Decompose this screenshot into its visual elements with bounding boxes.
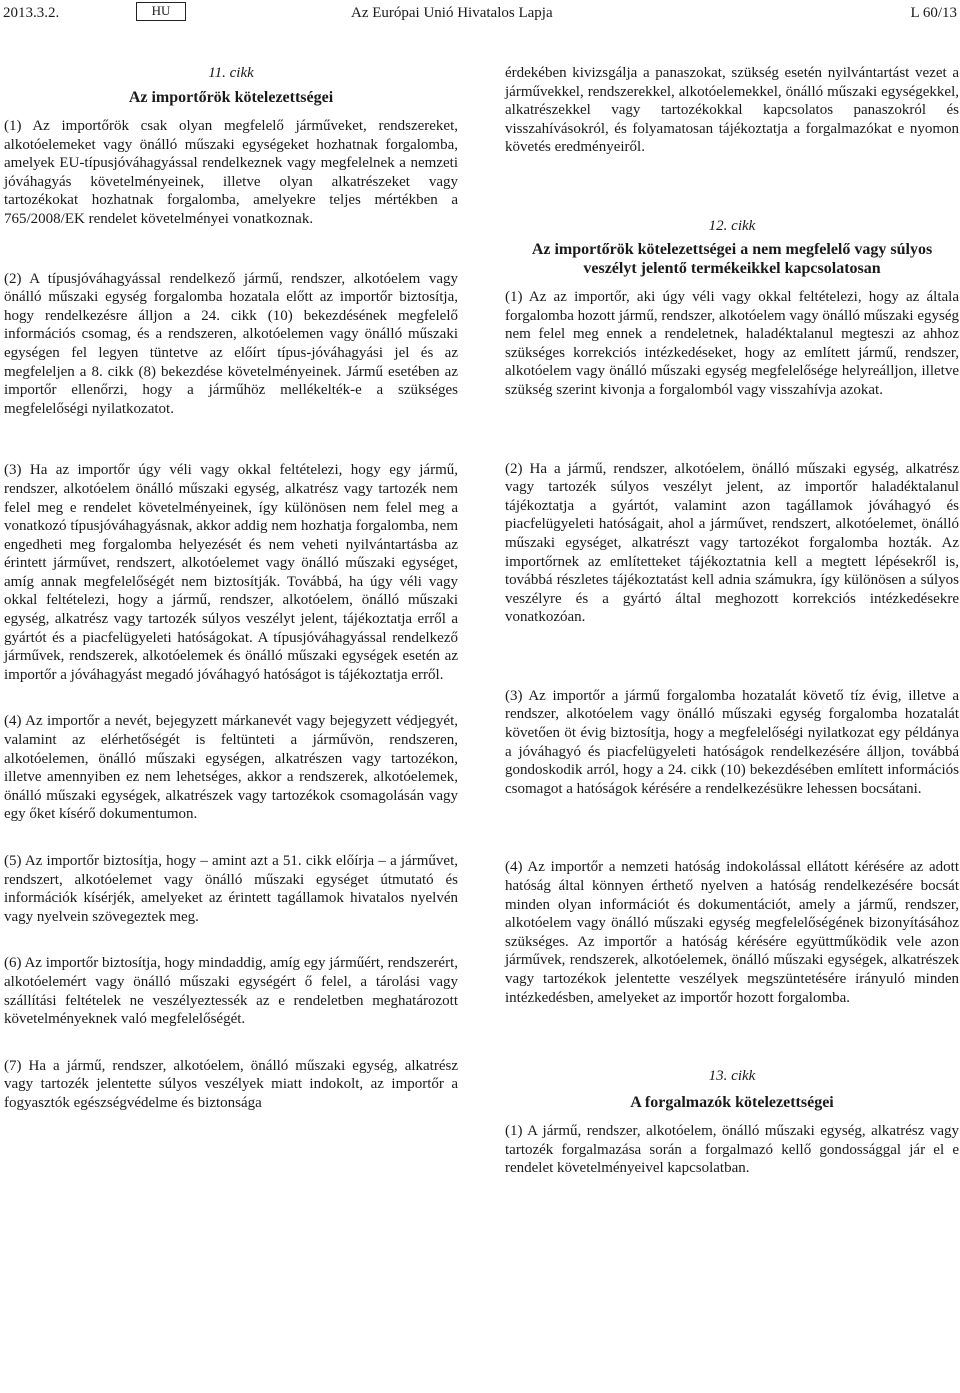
page-header <box>0 0 960 30</box>
article-12-paragraph-3: (3) Az importőr a jármű forgalomba hozatalát követő tíz évig, illetve a rendszer, alkotóelem vagy önálló műszaki egység forgalomba hozatalát követően öt évig biztosítja, hogy a megfelelőségi nyilatkozat egy példánya a jóváhagyó és piacfelügyeleti hatóságok rendelkezésére álljon, továbbá gondoskodik arról, hogy a 24. cikk (10) bekezdésében említett információs csomagot a hatóságok kérésére a rendelkezésükre lehessen bocsátani. <box>505 687 959 797</box>
article-13-paragraph-1: (1) A jármű, rendszer, alkotóelem, önálló műszaki egység, alkatrész vagy tartozék forgalmazása során a forgalmazó kellő gondossággal jár el e rendelet követelményeivel kapcsolatban. <box>505 1123 959 1177</box>
article-11-paragraph-4: (4) Az importőr a nevét, bejegyzett márkanevét vagy bejegyzett védjegyét, valamint az elérhetőségét is feltünteti a járművön, rendszeren, alkotóelemen, önálló műszaki egységen, alkatrészen vagy tartozékon, illetve amennyiben ez nem lehetséges, akkor a rendszerek, alkotóelemek, önálló műszaki egységek, alkatrészek vagy tartozékok csomagolásán vagy egy őket kísérő dokumentumon. <box>4 713 458 823</box>
article-12-title: Az importőrök kötelezettségei a nem megfelelő vagy súlyos veszélyt jelentő termékeikkel kapcsolatosan <box>531 240 933 277</box>
article-12-number: 12. cikk <box>708 217 756 234</box>
article-11-paragraph-2: (2) A típusjóváhagyással rendelkező jármű, rendszer, alkotóelem vagy önálló műszaki egység forgalomba hozatala előtt az importőr biztosítja, hogy rendelkezésre álljon a 24. cikk (10) bekezdésének megfelelő információs csomag, és a rendszeren, alkotóelemen vagy önálló műszaki egységen fel legyen tüntetve az előírt típus-jóváhagyási jel és az megfeleljen a 8. cikk (8) bekezdése követelményeinek. Jármű esetében az importőr ellenőrzi, hogy a járműhöz mellékelték-e a szükséges megfelelőségi nyilatkozatot. <box>4 270 458 417</box>
left-column <box>4 64 458 1113</box>
publication-date: 2013.3.2. <box>3 5 60 21</box>
language-badge: HU <box>136 2 186 21</box>
article-11-paragraph-6: (6) Az importőr biztosítja, hogy mindaddig, amíg egy járműért, rendszerért, alkotóelemért vagy önálló műszaki egységért ő felel, a tárolási vagy szállítási feltételek ne veszélyeztessék az e rendeletben meghatározott követelményeknek való megfelelőségét. <box>4 955 458 1028</box>
article-12-paragraph-1: (1) Az az importőr, aki úgy véli vagy okkal feltételezi, hogy az általa forgalomba hozott jármű, rendszer, alkotóelem vagy önálló műszaki egység nem felel meg ennek a rendeletnek, haladéktalanul megteszi az ahhoz szükséges korrekciós intézkedéseket, hogy az említett jármű, rendszer, alkotóelem vagy önálló műszaki egység megfelelősége helyreálljon, illetve szükség szerint kivonja a forgalomból vagy visszahívja azokat. <box>505 288 959 398</box>
article-13-number: 13. cikk <box>708 1068 756 1085</box>
article-12-paragraph-2: (2) Ha a jármű, rendszer, alkotóelem, önálló műszaki egység, alkatrész vagy tartozék súlyos veszélyt jelent, az importőr haladéktalanul tájékoztatja a gyártót, valamint azon tagállamok jóváhagyó és piacfelügyeleti hatóságait, ahol a járművet, rendszert, alkotóelemet, önálló műszaki egységet, alkatrészt vagy tartozékot forgalomba hozták. Az importőrnek az említetteket tájékoztatnia kell a megtett lépésekről is, továbbá részletes tájékoztatást kell adnia számukra, így különösen a súlyos veszélyre és a gyártó által meghozott korrekciós intézkedésekre vonatkozóan. <box>505 460 959 626</box>
article-12-paragraph-4: (4) Az importőr a nemzeti hatóság indokolással ellátott kérésére az adott hatóság által könnyen érthető nyelven a hatóság rendelkezésére bocsát minden olyan információt és dokumentációt, amely a jármű, rendszer, alkotóelem vagy önálló műszaki egység megfelelőségének bizonyításához szükséges. Az importőr a hatóság kérésére együttműködik vele azon járművek, rendszerek, alkotóelemek, önálló műszaki egységek, alkatrészek vagy tartozékok jelentette veszélyek megszüntetésére irányuló minden intézkedésben, amelyeket az importőr hozott forgalomba. <box>505 859 959 1006</box>
page-reference: L 60/13 <box>910 5 957 21</box>
article-11-number: 11. cikk <box>208 65 254 81</box>
article-11-paragraph-7-continued: érdekében kivizsgálja a panaszokat, szükség esetén nyilvántartást vezet a járművekkel, rendszerekkel, alkotóelemekkel, önálló műszaki egységekkel, alkatrészekkel vagy tartozékokkal kapcsolatos panaszokról és visszahívásokról, és folyamatosan tájékoztatja a forgalmazókat e nyomon követés eredményeiről. <box>505 65 959 156</box>
right-column <box>505 64 959 1178</box>
article-11-paragraph-5: (5) Az importőr biztosítja, hogy – amint azt a 51. cikk előírja – a járművet, rendszert, alkotóelemet vagy önálló műszaki egységet útmutató és információk kísérjék, amelyeket az érintett tagállamok hivatalos nyelvén vagy nyelvein szövegeztek meg. <box>4 853 458 925</box>
article-11-paragraph-1: (1) Az importőrök csak olyan megfelelő járműveket, rendszereket, alkotóelemeket vagy önálló műszaki egységeket hozhatnak forgalomba, amelyek EU-típusjóváhagyással rendelkeznek vagy megfelelnek a nemzeti jóváhagyás követelményeinek, illetve olyan alkatrészeket vagy tartozékokat hozhatnak forgalomba, amelyekre teljes mértékben a 765/2008/EK rendelet követelményei vonatkoznak. <box>4 118 458 227</box>
article-11-paragraph-7: (7) Ha a jármű, rendszer, alkotóelem, önálló műszaki egység, alkatrész vagy tartozék jelentette súlyos veszélyek miatt indokolt, az importőr a fogyasztók egészségvédelme és biztonsága <box>4 1057 458 1111</box>
article-13-title: A forgalmazók kötelezettségei <box>630 1094 834 1112</box>
article-11-title: Az importőrök kötelezettségei <box>128 89 334 106</box>
article-11-paragraph-3: (3) Ha az importőr úgy véli vagy okkal feltételezi, hogy egy jármű, rendszer, alkotóelem önálló műszaki egység, alkatrész vagy tartozék nem felel meg e rendelet követelményeinek, így különösen nem felel meg a vonatkozó típusjóváhagyásnak, akkor addig nem hozhatja forgalomba, nem engedheti meg forgalomba helyezését és nem veheti nyilvántartásba az érintett járművet, rendszert, alkotóelemet vagy önálló műszaki egységet, amíg annak megfelelőségét nem biztosítják. Továbbá, ha úgy véli vagy okkal feltételezi, hogy a jármű, rendszer, alkotóelem, önálló műszaki egység, alkatrész vagy tartozék súlyos veszélyt jelent, tájékoztatja erről a gyártót és a piacfelügyeleti hatóságokat. A típusjóváhagyással rendelkező járművek, rendszerek, alkotóelemek és önálló műszaki egységek esetén az importőr a jóváhagyást megadó jóváhagyó hatóságot is tájékoztatja erről. <box>4 462 458 683</box>
journal-title: Az Európai Unió Hivatalos Lapja <box>351 5 553 21</box>
